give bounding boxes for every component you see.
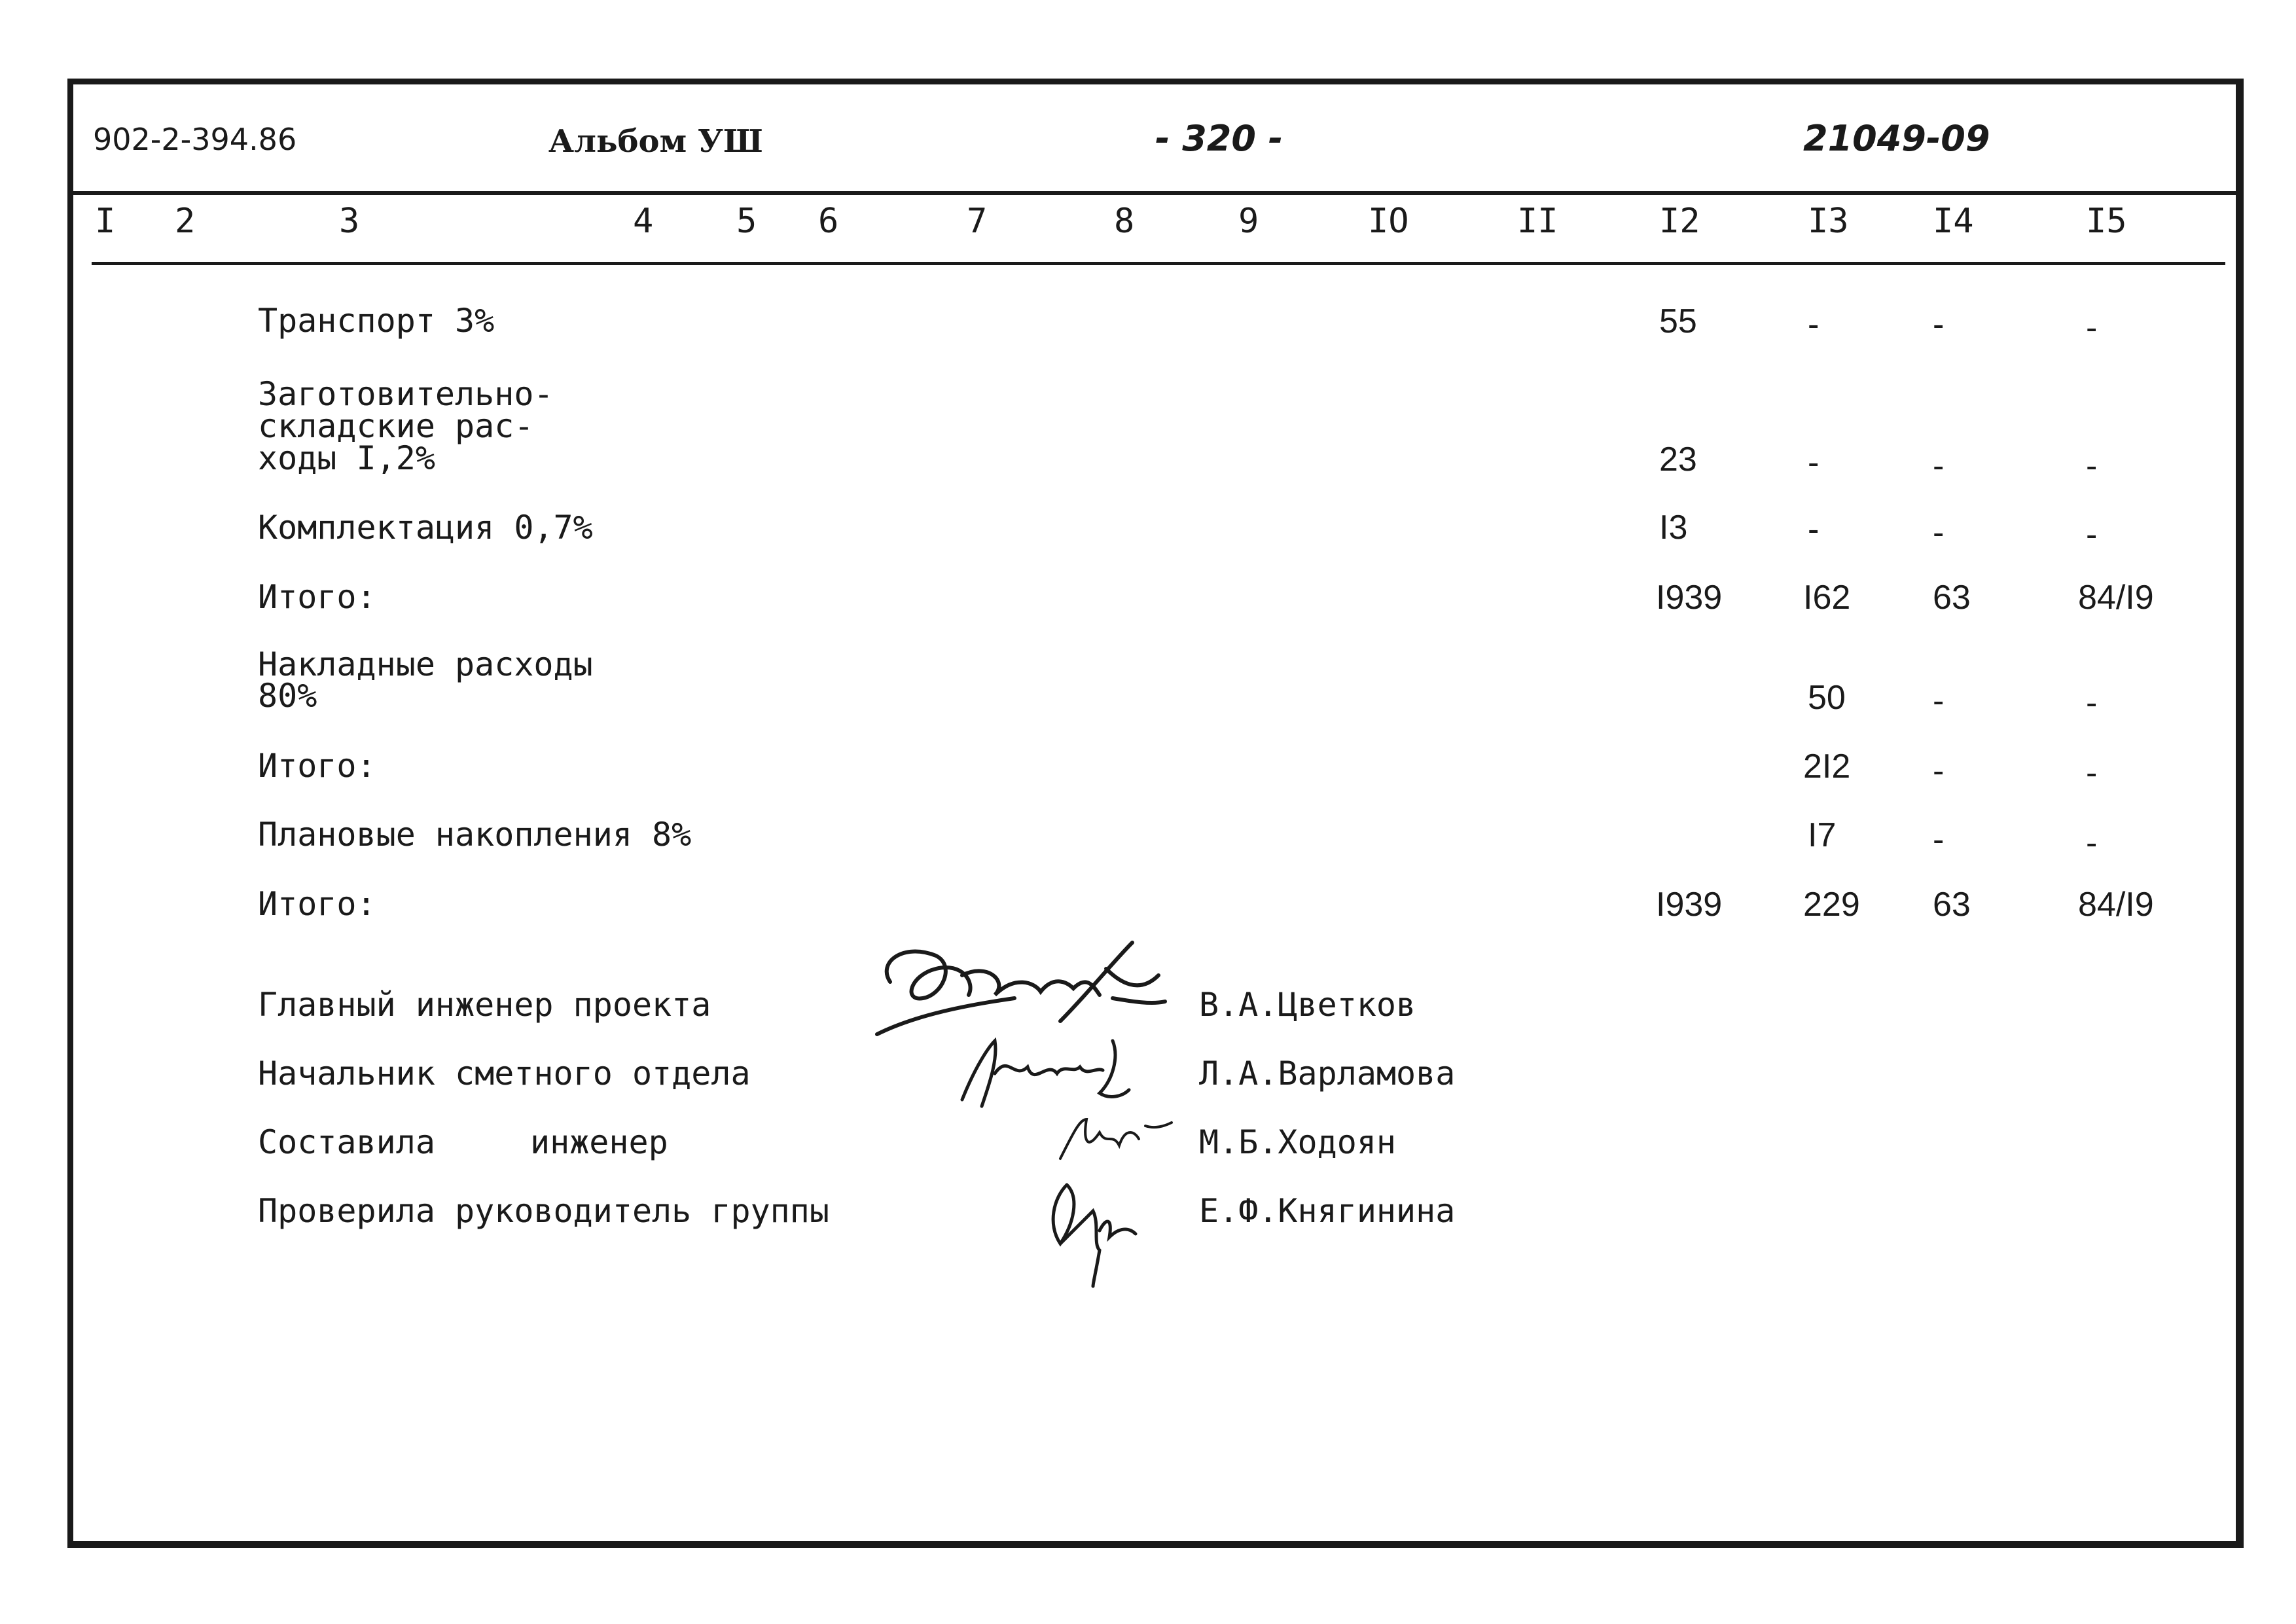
- col-num-12: I2: [1659, 202, 1700, 241]
- header-rule: [72, 191, 2242, 195]
- column-rule: [92, 262, 2225, 265]
- cell-c13: -: [1808, 511, 1820, 549]
- cell-c13: -: [1808, 444, 1820, 482]
- sheet-code: 21049-09: [1803, 118, 1990, 159]
- col-num-5: 5: [736, 202, 757, 241]
- col-num-7: 7: [967, 202, 988, 241]
- document-frame: [67, 79, 2244, 1548]
- cell-c13: I7: [1808, 816, 1837, 854]
- col-num-13: I3: [1808, 202, 1849, 241]
- cell-c14: -: [1933, 447, 1945, 485]
- col-num-14: I4: [1933, 202, 1974, 241]
- row-label: Комплектация 0,7%: [258, 509, 593, 547]
- signature-role: Проверила руководитель группы: [258, 1192, 829, 1230]
- col-num-10: IO: [1368, 202, 1409, 241]
- signature-role: Начальник сметного отдела: [258, 1055, 751, 1092]
- row-label: Транспорт 3%: [258, 302, 495, 340]
- col-num-6: 6: [818, 202, 839, 241]
- cell-c12: I939: [1656, 886, 1723, 924]
- doc-code: 902-2-394.86: [93, 122, 297, 157]
- cell-c14: -: [1933, 306, 1945, 344]
- cell-c13: -: [1808, 306, 1820, 344]
- cell-c13: 229: [1803, 886, 1860, 924]
- col-num-2: 2: [175, 202, 196, 241]
- cell-c15: 84/I9: [2078, 579, 2154, 617]
- cell-c14: 63: [1933, 579, 1971, 617]
- cell-c13: 2I2: [1803, 748, 1851, 785]
- row-label-line: Заготовительно-: [258, 375, 554, 413]
- cell-c14: -: [1933, 682, 1945, 720]
- signature-role: Составила: [258, 1123, 435, 1161]
- col-num-3: 3: [339, 202, 360, 241]
- cell-c15: -: [2086, 447, 2098, 485]
- col-num-4: 4: [633, 202, 654, 241]
- col-num-11: II: [1517, 202, 1558, 241]
- cell-c15: -: [2086, 516, 2098, 554]
- cell-c14: 63: [1933, 886, 1971, 924]
- signature-scribble-3: [1047, 1106, 1178, 1172]
- row-label: Итого:: [258, 747, 376, 785]
- cell-c14: -: [1933, 752, 1945, 790]
- row-label: Плановые накопления 8%: [258, 816, 692, 854]
- signature-name: В.А.Цветков: [1199, 986, 1416, 1024]
- row-label-line: складские рас-: [258, 407, 534, 445]
- cell-c15: -: [2086, 309, 2098, 347]
- cell-c12: I939: [1656, 579, 1723, 617]
- col-num-1: I: [95, 202, 116, 241]
- cell-c15: 84/I9: [2078, 886, 2154, 924]
- signature-name: Е.Ф.Княгинина: [1199, 1192, 1456, 1230]
- signature-role: Главный инженер проекта: [258, 986, 711, 1024]
- row-label-line: Накладные расходы: [258, 645, 593, 683]
- cell-c13: 50: [1808, 679, 1846, 717]
- cell-c14: -: [1933, 514, 1945, 552]
- row-label-line: 80%: [258, 677, 317, 715]
- row-label: Итого:: [258, 578, 376, 616]
- cell-c12: I3: [1659, 509, 1688, 547]
- col-num-15: I5: [2086, 202, 2127, 241]
- row-label: Итого:: [258, 885, 376, 923]
- signature-name: М.Б.Ходоян: [1199, 1123, 1397, 1161]
- signature-name: Л.А.Варламова: [1199, 1055, 1456, 1092]
- cell-c15: -: [2086, 684, 2098, 722]
- album-label: Альбом УШ: [548, 123, 763, 160]
- col-num-8: 8: [1114, 202, 1135, 241]
- cell-c15: -: [2086, 754, 2098, 792]
- signature-scribble-4: [1028, 1172, 1145, 1290]
- cell-c14: -: [1933, 821, 1945, 859]
- cell-c12: 55: [1659, 302, 1697, 340]
- col-num-9: 9: [1238, 202, 1259, 241]
- cell-c13: I62: [1803, 579, 1851, 617]
- cell-c15: -: [2086, 824, 2098, 862]
- row-label-line: ходы I,2%: [258, 439, 435, 477]
- cell-c12: 23: [1659, 441, 1697, 478]
- page-number: - 320 -: [1155, 118, 1283, 159]
- signature-role: инженер: [530, 1123, 668, 1161]
